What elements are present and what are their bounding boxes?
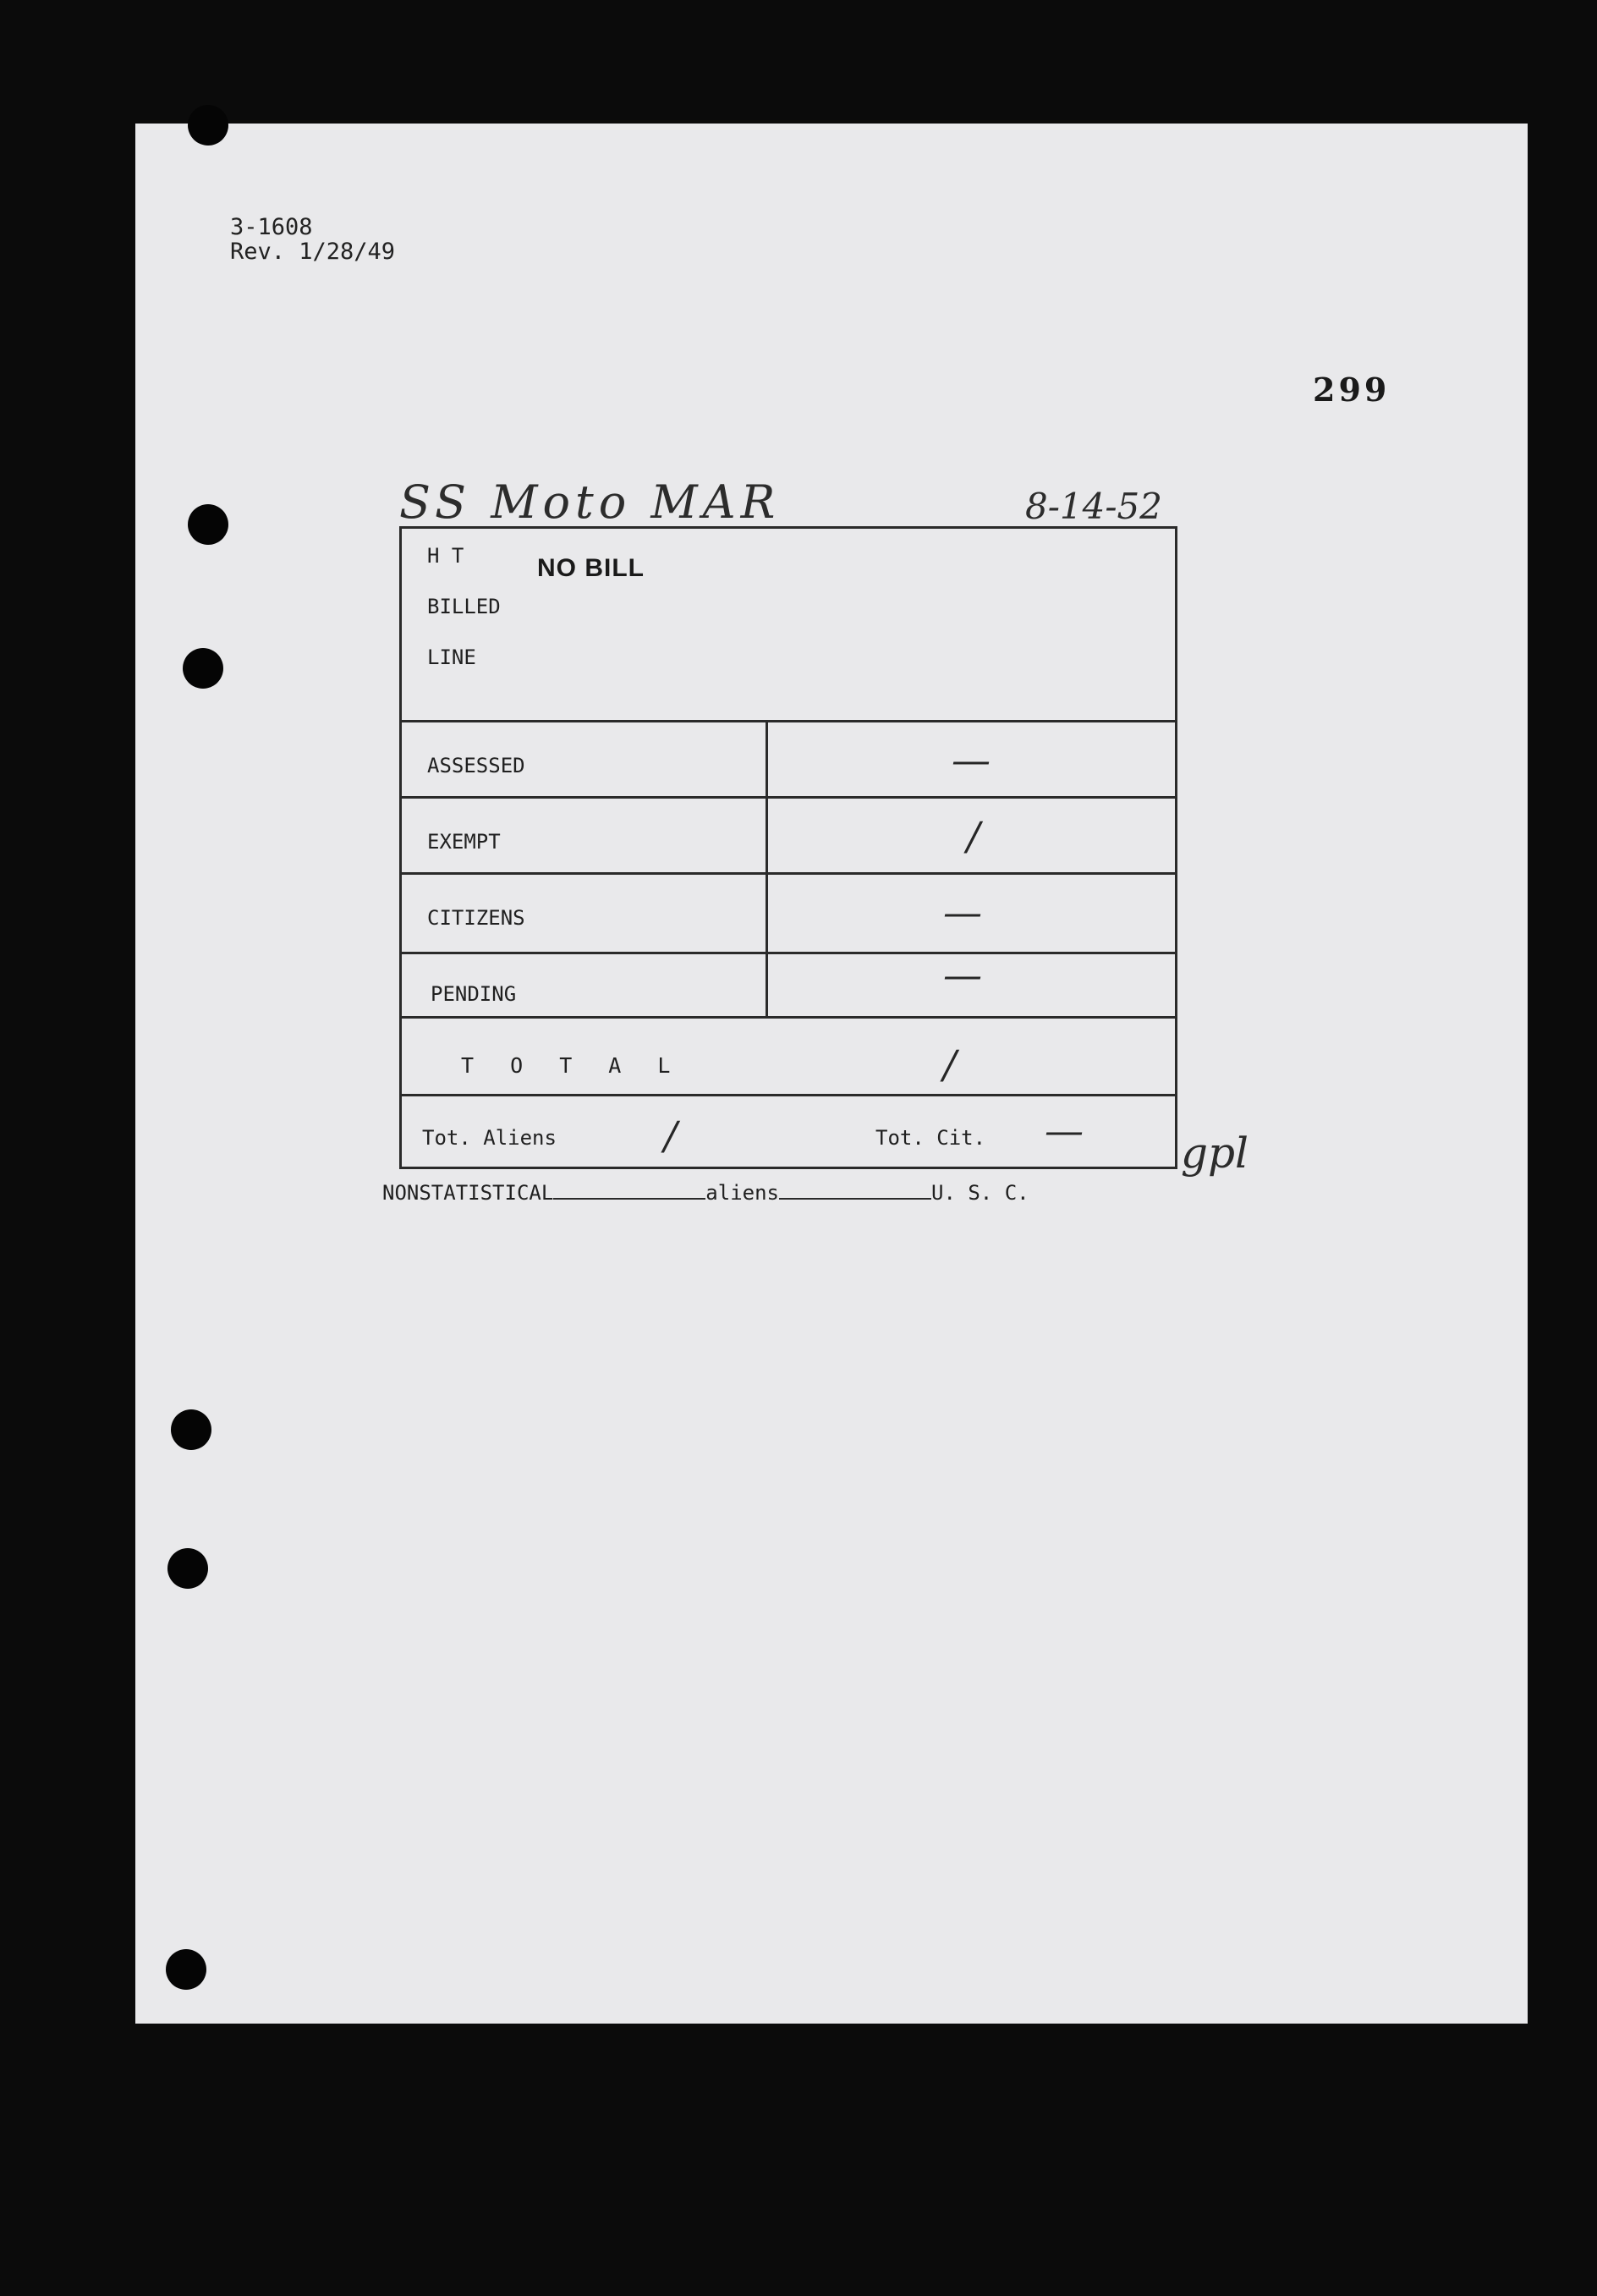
label-assessed: ASSESSED — [427, 754, 525, 777]
punch-hole — [171, 1409, 211, 1450]
nonstatistical-line — [382, 1181, 1029, 1205]
label-pending: PENDING — [431, 982, 517, 1006]
punch-hole — [183, 648, 223, 689]
divider — [402, 720, 1175, 722]
punch-hole — [188, 105, 228, 146]
label-line: LINE — [427, 645, 476, 669]
value-citizens: — — [943, 889, 982, 935]
page-number: 299 — [1313, 371, 1391, 409]
column-divider — [766, 720, 768, 1016]
blank-line — [779, 1181, 931, 1200]
divider — [402, 1094, 1175, 1096]
divider — [402, 952, 1175, 954]
label-total: T O T A L — [461, 1053, 683, 1078]
label-total-aliens: Tot. Aliens — [422, 1126, 557, 1150]
label-usc: U. S. C. — [931, 1181, 1029, 1205]
form-sheet — [135, 124, 1528, 2024]
label-aliens: aliens — [705, 1181, 779, 1205]
label-billed: BILLED — [427, 595, 501, 618]
label-total-citizens: Tot. Cit. — [875, 1126, 986, 1150]
punch-hole — [167, 1548, 208, 1589]
divider — [402, 1016, 1175, 1019]
divider — [402, 872, 1175, 875]
label-citizens: CITIZENS — [427, 906, 525, 930]
form-number: 3-1608 — [230, 214, 313, 240]
label-nonstatistical: NONSTATISTICAL — [382, 1181, 554, 1205]
no-bill-stamp: NO BILL — [537, 554, 645, 582]
form-code — [230, 215, 395, 264]
blank-line — [553, 1181, 705, 1200]
handwritten-initials: gpl — [1181, 1129, 1249, 1178]
handwritten-ship-name: SS Moto MAR — [399, 475, 781, 529]
form-revision: Rev. 1/28/49 — [230, 239, 396, 265]
value-pending: — — [943, 952, 982, 997]
handwritten-date: 8-14-52 — [1025, 486, 1162, 527]
label-exempt: EXEMPT — [427, 830, 501, 854]
label-ht: H T — [427, 544, 464, 568]
value-total-citizens: — — [1045, 1107, 1084, 1153]
divider — [402, 796, 1175, 799]
value-total-aliens: / — [664, 1112, 678, 1158]
value-exempt: / — [967, 813, 980, 859]
tally-form — [399, 526, 1177, 1169]
punch-hole — [166, 1949, 206, 1990]
punch-hole — [188, 504, 228, 545]
value-assessed: — — [952, 737, 991, 783]
value-total: / — [943, 1041, 957, 1087]
